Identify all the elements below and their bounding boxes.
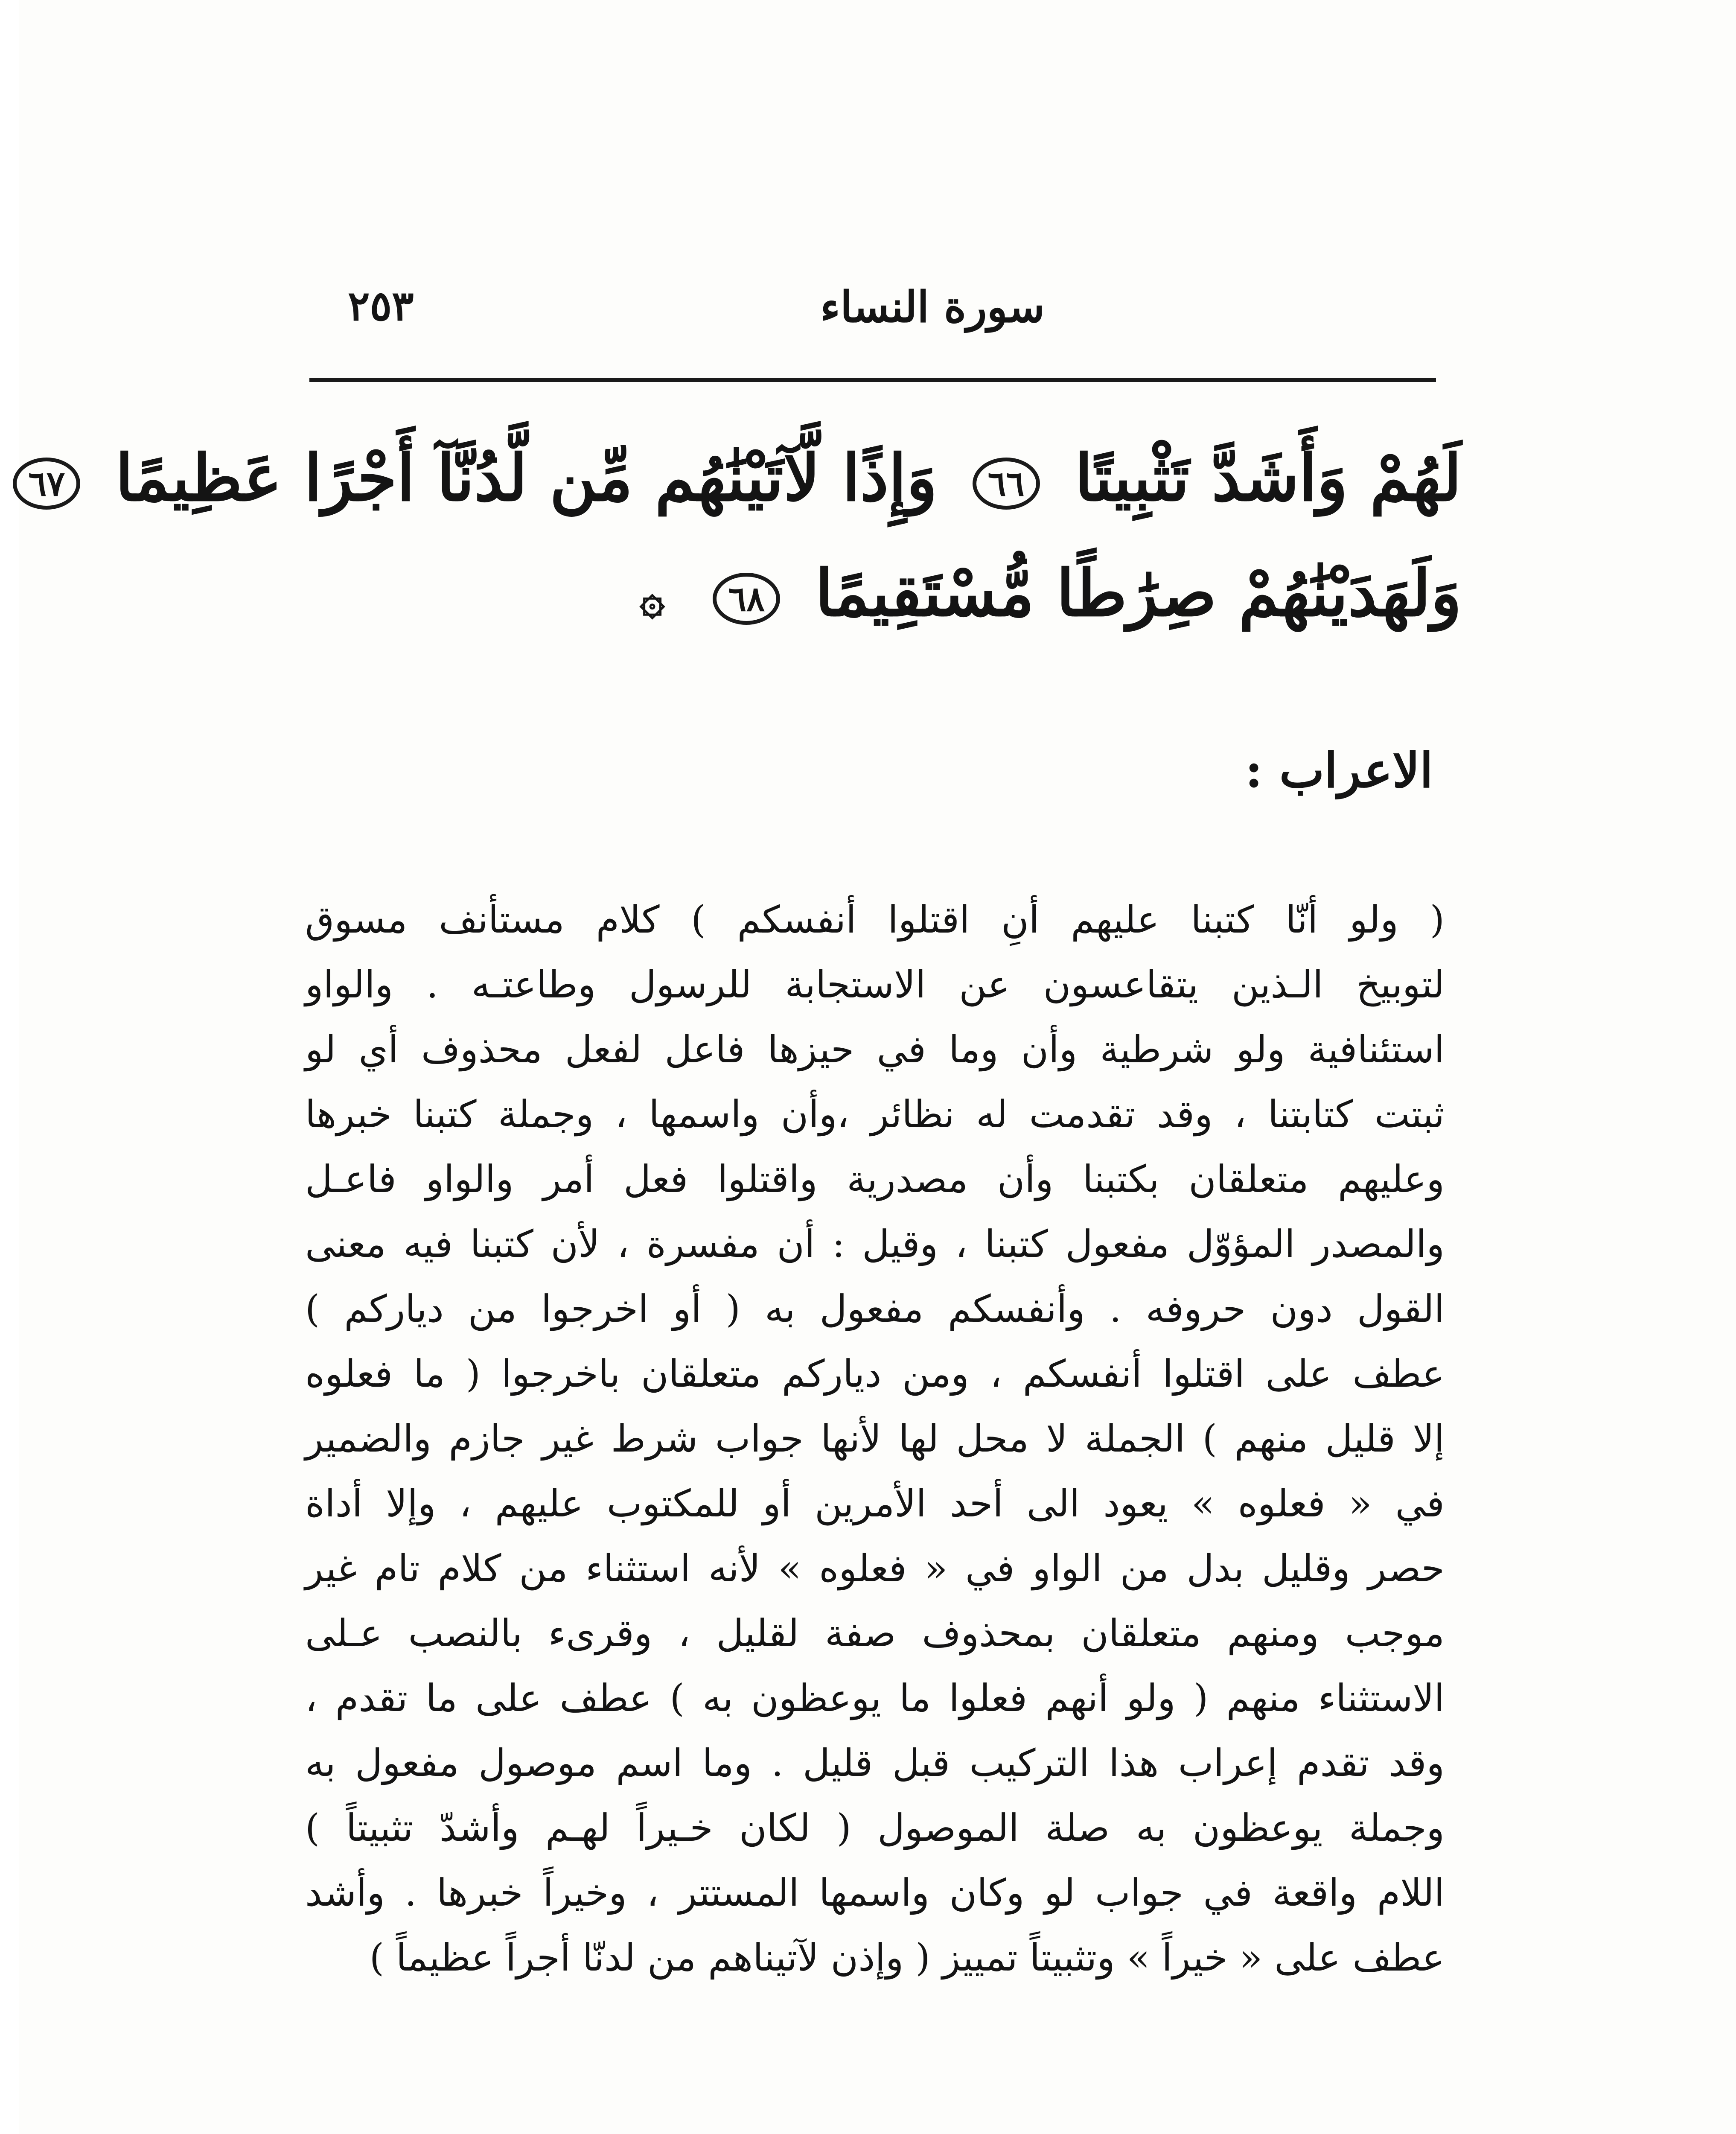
verse-line (275, 542, 1462, 657)
header-rule (309, 378, 1436, 382)
text-line: القول دون حروفه . وأنفسكم مفعول به ( أو اخرجوا من دياركم ) (305, 1287, 1445, 1331)
text-line: عطف على اقتلوا أنفسكم ، ومن دياركم متعلقان باخرجوا ( ما فعلوه (305, 1352, 1445, 1396)
verse-text: وَإِذًا لَّآتَيْنَٰهُم مِّن لَّدُنَّآ أَجْرًا عَظِيمًا (115, 440, 938, 516)
body-text (305, 888, 1445, 1991)
text-line: عطف على « خيراً » وتثبيتاً تمييز ( وإذن لآتيناهم من لدنّا أجراً عظيماً ) (369, 1936, 1445, 1979)
text-line: إلا قليل منهم ) الجملة لا محل لها لأنها جواب شرط غير جازم والضمير (305, 1417, 1445, 1461)
text-line: حصر وقليل بدل من الواو في « فعلوه » لأنه استثناء من كلام تام غير (305, 1546, 1445, 1590)
text-line: وعليهم متعلقان بكتبنا وأن مصدرية واقتلوا فعل أمر والواو فاعـل (305, 1157, 1445, 1201)
text-line: وقد تقدم إعراب هذا التركيب قبل قليل . وما اسم موصول مفعول به (305, 1741, 1445, 1785)
text-line: في « فعلوه » يعود الى أحد الأمرين أو للمكتوب عليهم ، وإلا أداة (305, 1481, 1445, 1525)
verse-text: لَهُمْ وَأَشَدَّ تَثْبِيتًا (1075, 440, 1462, 516)
text-line: اللام واقعة في جواب لو وكان واسمها المستتر ، وخيراً خبرها . وأشد (305, 1871, 1445, 1915)
section-heading: الاعراب : (1245, 743, 1433, 799)
surah-title: سورة النساء (820, 282, 1045, 332)
text-line: وجملة يوعظون به صلة الموصول ( لكان خـيراً لهـم وأشدّ تثبيتاً ) (305, 1806, 1445, 1850)
verse-line (28, 427, 1462, 542)
text-line: والمصدر المؤوّل مفعول كتبنا ، وقيل : أن مفسرة ، لأن كتبنا فيه معنى (305, 1222, 1445, 1266)
text-line: ( ولو أنّا كتبنا عليهم أنِ اقتلوا أنفسكم ) كلام مستأنف مسوق (305, 898, 1445, 942)
page-number: ٢٥٣ (348, 282, 414, 330)
ayah-number-marker: ٦٨ (713, 573, 780, 625)
text-line: ثبتت كتابتنا ، وقد تقدمت له نظائر ،وأن واسمها ، وجملة كتبنا خبرها (305, 1092, 1445, 1136)
text-line: الاستثناء منهم ( ولو أنهم فعلوا ما يوعظون به ) عطف على ما تقدم ، (305, 1676, 1445, 1720)
text-line: استئنافية ولو شرطية وأن وما في حيزها فاعل لفعل محذوف أي لو (305, 1027, 1445, 1071)
ayah-number-marker: ٦٦ (973, 458, 1040, 510)
ayah-number-marker: ٦٧ (13, 458, 80, 510)
verse-text: وَلَهَدَيْنَٰهُمْ صِرَٰطًا مُّسْتَقِيمًا (815, 556, 1462, 631)
text-line: موجب ومنهم متعلقان بمحذوف صفة لقليل ، وقرىء بالنصب عـلى (305, 1611, 1445, 1655)
page-header (309, 273, 1436, 350)
book-page (19, 0, 1736, 2134)
quran-verses (28, 427, 1462, 657)
end-ornament-icon: ۞ (640, 574, 665, 624)
text-line: لتوبيخ الـذين يتقاعسون عن الاستجابة للرسول وطاعتـه . والواو (305, 962, 1445, 1006)
